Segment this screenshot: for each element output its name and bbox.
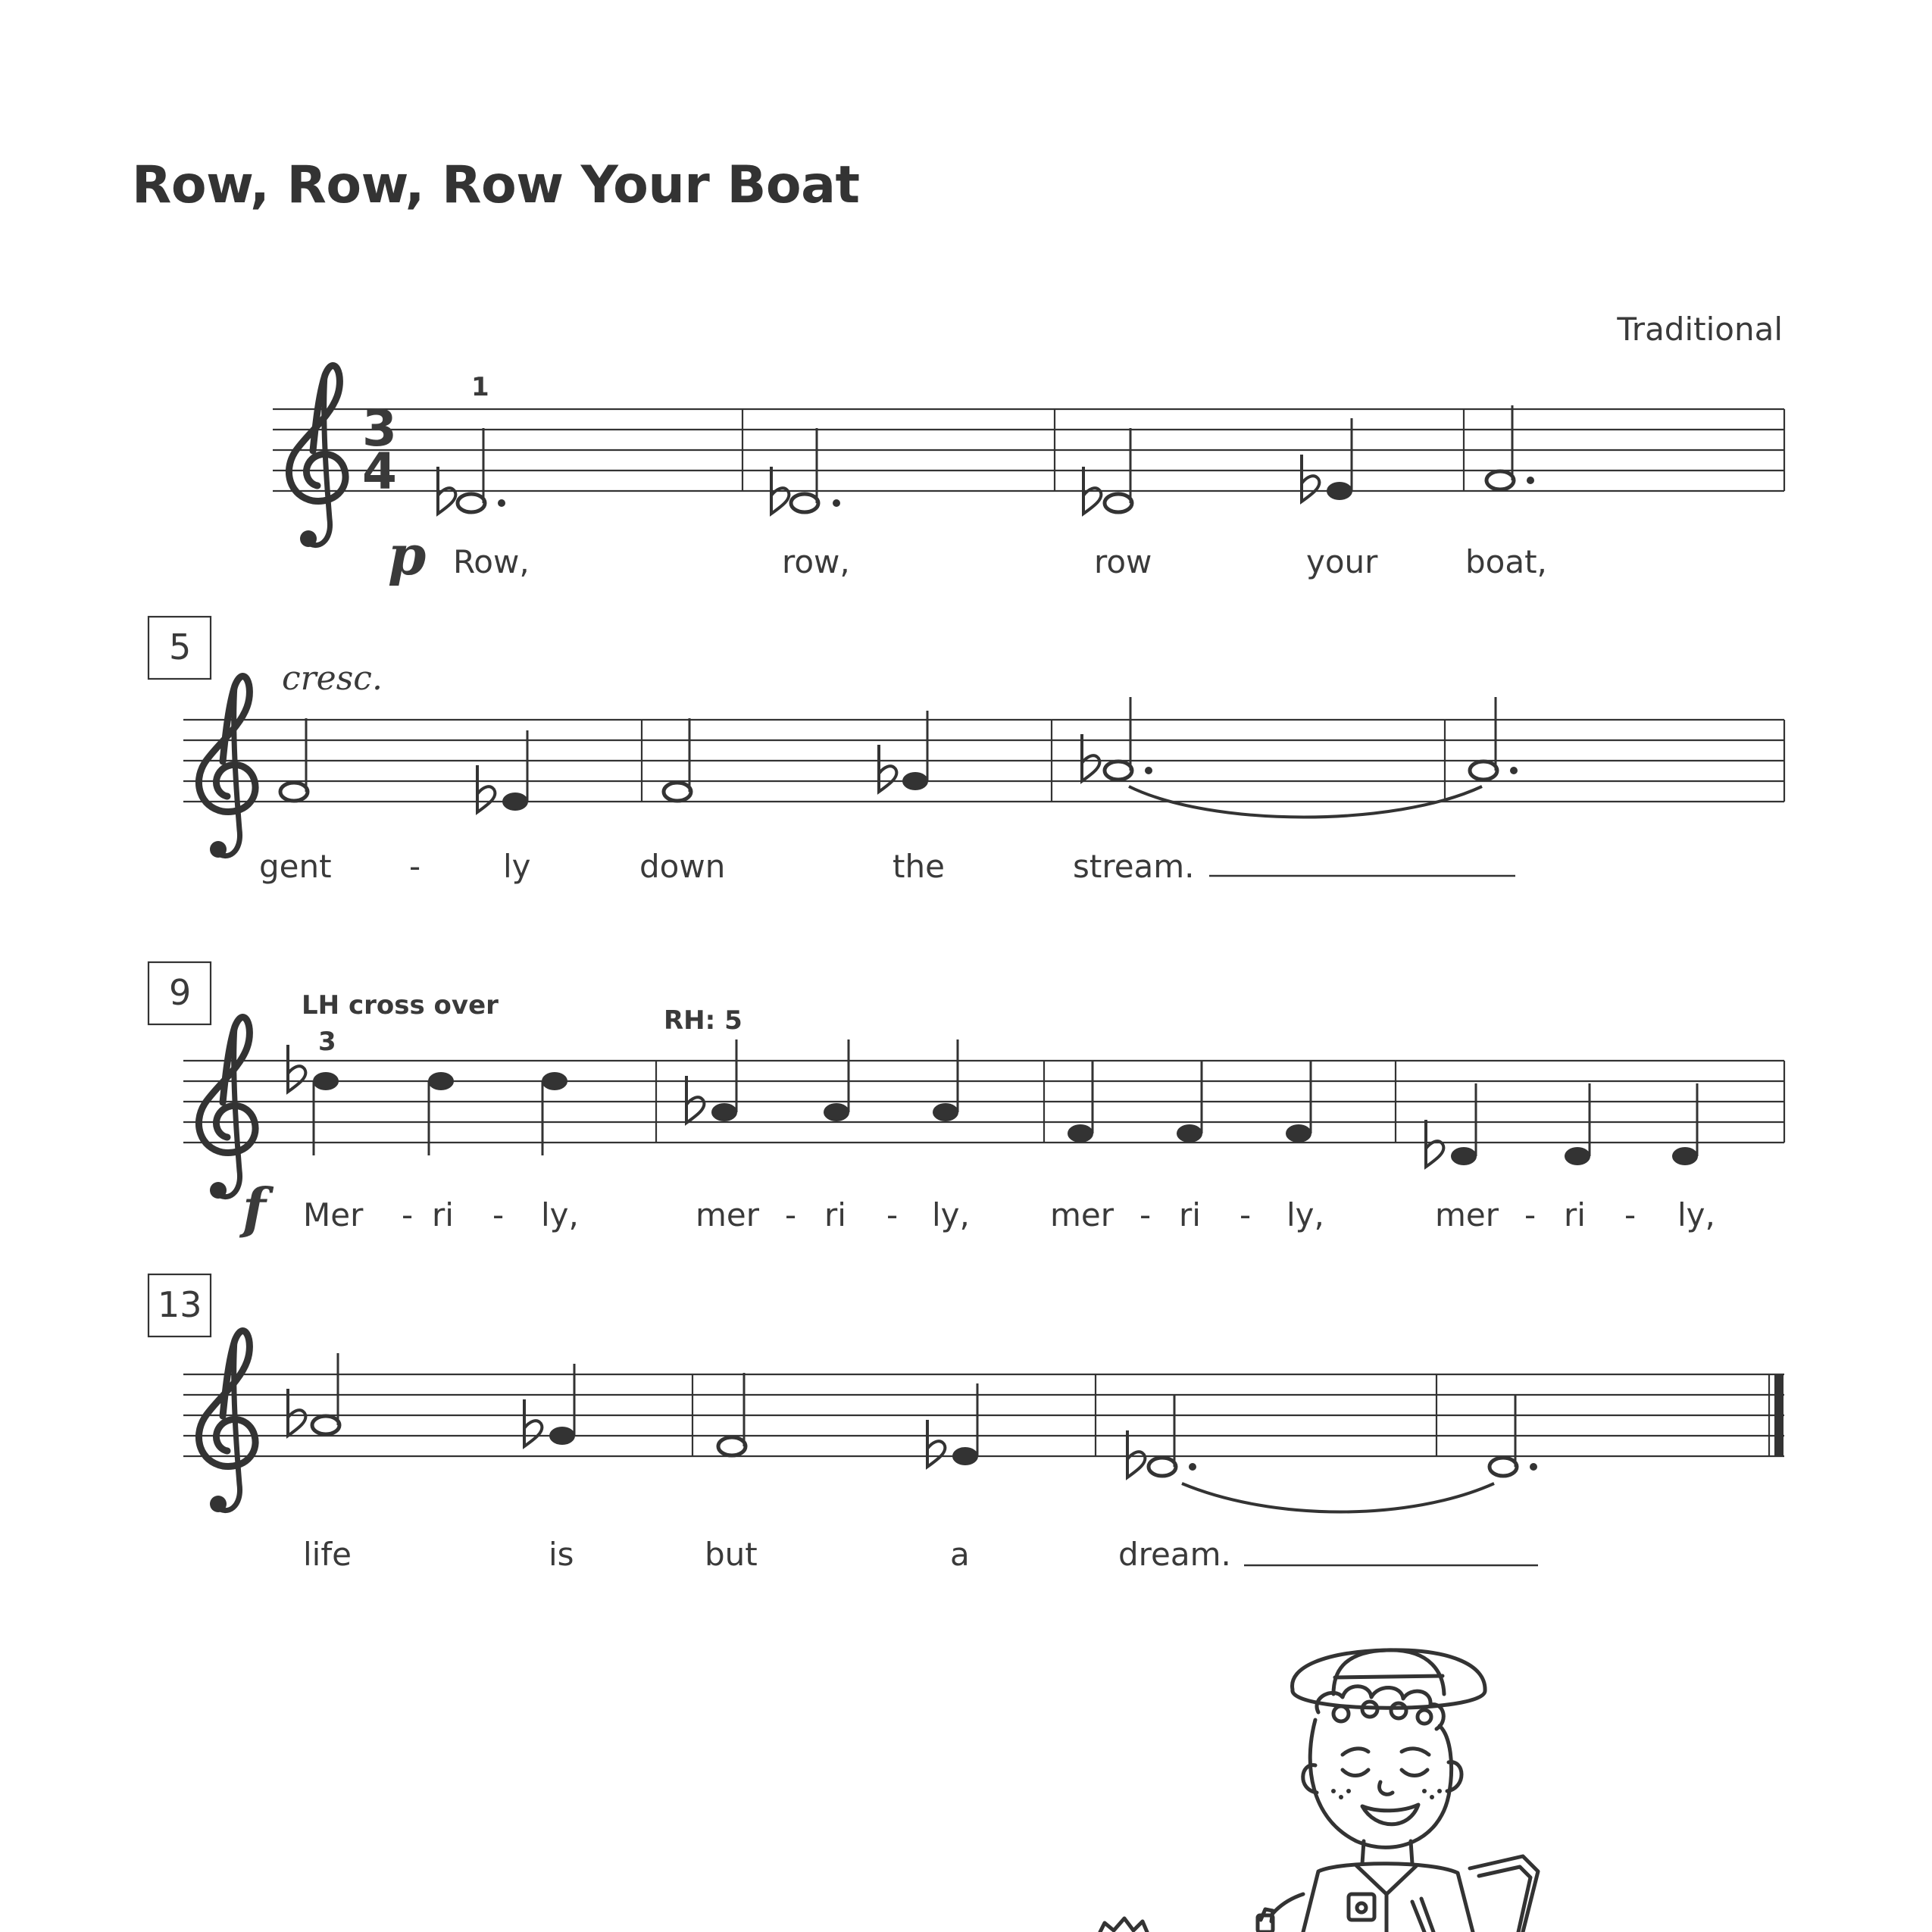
notes [288, 1039, 1698, 1167]
svg-text:-: - [886, 1196, 899, 1233]
lyric: - [409, 848, 421, 885]
svg-text:mer: mer [1050, 1196, 1114, 1233]
dynamic-forte: f [242, 1176, 266, 1240]
time-signature-top: 3 [362, 399, 397, 458]
lyric: row [1094, 543, 1152, 580]
final-barline [1774, 1374, 1784, 1456]
notes [288, 1353, 1537, 1512]
lyric: is [549, 1536, 574, 1573]
fingering: 3 [318, 1027, 336, 1057]
svg-text:ri: ri [1564, 1196, 1586, 1233]
staff-lines [183, 1374, 1784, 1456]
lyric: your [1306, 543, 1378, 580]
svg-text:-: - [1624, 1196, 1637, 1233]
system-2 [148, 617, 1784, 885]
measure-number: 13 [158, 1284, 202, 1325]
lyric: gent [259, 848, 332, 885]
composer: Traditional [1617, 311, 1783, 348]
lyric: boat, [1465, 543, 1547, 580]
svg-text:-: - [785, 1196, 797, 1233]
svg-text:ly,: ly, [541, 1196, 579, 1233]
staff-lines [183, 720, 1784, 802]
lyric: life [303, 1536, 352, 1573]
svg-text:Mer: Mer [303, 1196, 364, 1233]
lyric: the [893, 848, 945, 885]
crescendo-marking: cresc. [282, 659, 383, 698]
svg-text:-: - [402, 1196, 414, 1233]
staff-lines [183, 1061, 1784, 1143]
lyric: Row, [453, 543, 530, 580]
treble-clef-icon [199, 1331, 255, 1512]
treble-clef-icon [289, 366, 345, 547]
dynamic-piano: p [388, 523, 427, 587]
system-4 [148, 1274, 1784, 1573]
svg-text:ri: ri [1179, 1196, 1201, 1233]
time-signature-bottom: 4 [362, 442, 397, 501]
fingering: 1 [471, 372, 489, 402]
lyric: ly [503, 848, 531, 885]
svg-text:mer: mer [1435, 1196, 1499, 1233]
system-1 [273, 366, 1784, 587]
svg-text:ly,: ly, [1677, 1196, 1715, 1233]
page-title: Row, Row, Row Your Boat [132, 155, 860, 215]
svg-text:ri: ri [824, 1196, 846, 1233]
svg-text:mer: mer [696, 1196, 760, 1233]
svg-text:-: - [1524, 1196, 1537, 1233]
svg-text:ri: ri [432, 1196, 454, 1233]
lyric: dream. [1118, 1536, 1231, 1573]
lyrics-row [303, 1196, 1715, 1233]
system-3 [148, 962, 1784, 1240]
notes [280, 697, 1518, 818]
measure-number: 5 [169, 627, 192, 667]
svg-text:-: - [492, 1196, 505, 1233]
svg-text:ly,: ly, [932, 1196, 970, 1233]
lyric: a [950, 1536, 970, 1573]
lyric: stream. [1073, 848, 1195, 885]
lyric: but [705, 1536, 758, 1573]
svg-text:-: - [1140, 1196, 1152, 1233]
measure-number: 9 [169, 972, 192, 1013]
rh-fingering: RH: 5 [664, 1005, 742, 1036]
boy-with-hat-illustration [1100, 1650, 1538, 1932]
notes [438, 405, 1534, 514]
lyric: row, [782, 543, 850, 580]
lh-cross-over-label: LH cross over [302, 990, 499, 1021]
tie [1182, 1483, 1494, 1512]
svg-text:ly,: ly, [1286, 1196, 1324, 1233]
treble-clef-icon [199, 677, 255, 858]
staff-lines [273, 409, 1784, 491]
svg-text:-: - [1240, 1196, 1252, 1233]
treble-clef-icon [199, 1018, 255, 1199]
lyric: down [639, 848, 726, 885]
